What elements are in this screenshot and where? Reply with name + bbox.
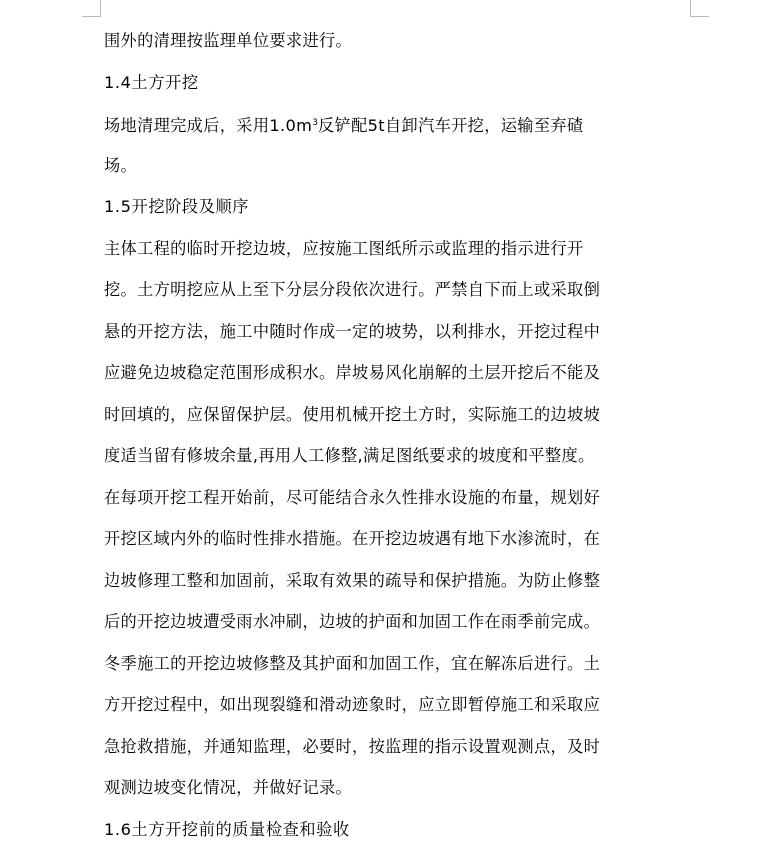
page-corner-mark-top-right: [690, 0, 709, 17]
paragraph-line: 后的开挖边坡遭受雨水冲刷，边坡的护面和加固工作在雨季前完成。: [104, 601, 664, 643]
paragraph-line: 在每项开挖工程开始前，尽可能结合永久性排水设施的布量，规划好: [104, 477, 664, 519]
paragraph-line: 方开挖过程中，如出现裂缝和滑动迹象时，应立即暂停施工和采取应: [104, 684, 664, 726]
page-corner-mark-top-left: [82, 0, 101, 17]
paragraph-line: [104, 103, 664, 145]
section-heading-1-5: 1.5开挖阶段及顺序: [104, 186, 664, 228]
paragraph-line: 度适当留有修坡余量,再用人工修整,满足图纸要求的坡度和平整度。: [104, 435, 664, 477]
document-body[interactable]: [104, 20, 664, 850]
paragraph-line: 挖。土方明挖应从上至下分层分段依次进行。严禁自下而上或采取倒: [104, 269, 664, 311]
paragraph-line: 围外的清理按监理单位要求进行。: [104, 20, 664, 62]
paragraph-line: 应避免边坡稳定范围形成积水。岸坡易风化崩解的土层开挖后不能及: [104, 352, 664, 394]
superscript-unit: 3: [312, 118, 318, 128]
text-run: 反铲配5t自卸汽车开挖，运输至弃碴: [318, 116, 583, 135]
paragraph-line: 冬季施工的开挖边坡修整及其护面和加固工作，宜在解冻后进行。土: [104, 643, 664, 685]
paragraph-line: 时回填的，应保留保护层。使用机械开挖土方时，实际施工的边坡坡: [104, 394, 664, 436]
paragraph-line: 悬的开挖方法，施工中随时作成一定的坡势，以利排水，开挖过程中: [104, 311, 664, 353]
paragraph-line: 主体工程的临时开挖边坡，应按施工图纸所示或监理的指示进行开: [104, 228, 664, 270]
paragraph-line: 开挖区域内外的临时性排水措施。在开挖边坡遇有地下水渗流时，在: [104, 518, 664, 560]
paragraph-line: 观测边坡变化情况，并做好记录。: [104, 767, 664, 809]
paragraph-line: 场。: [104, 145, 664, 187]
text-run: 场地清理完成后，采用1.0m: [104, 116, 312, 135]
section-heading-1-6: 1.6土方开挖前的质量检查和验收: [104, 809, 664, 850]
section-heading-1-4: 1.4土方开挖: [104, 62, 664, 104]
paragraph-line: 边坡修理工整和加固前，采取有效果的疏导和保护措施。为防止修整: [104, 560, 664, 602]
paragraph-line: 急抢救措施，并通知监理，必要时，按监理的指示设置观测点，及时: [104, 726, 664, 768]
